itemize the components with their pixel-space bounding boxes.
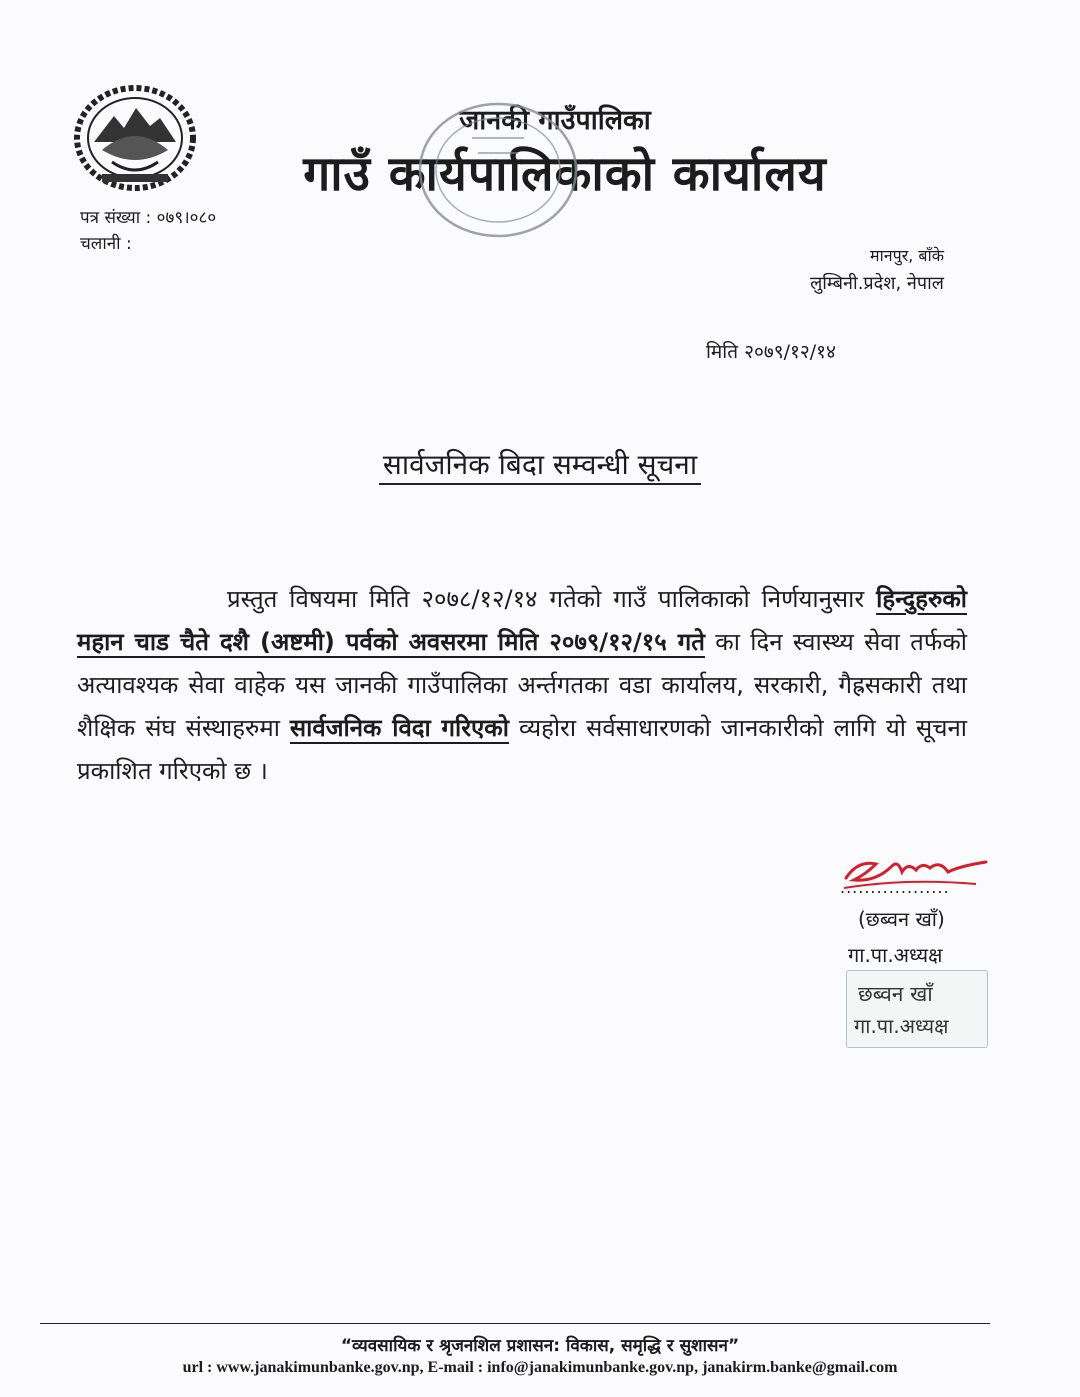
footer-motto: “व्यवसायिक र श्रृजनशिल प्रशासन: विकास, समृद्धि र सुशासन” <box>340 1336 740 1356</box>
letter-number: पत्र संख्या : ०७९।०८० <box>80 208 217 228</box>
body-text-1: प्रस्तुत विषयमा मिति २०७८/१२/१४ गतेको गाउँ पालिकाको निर्णयानुसार <box>227 585 877 613</box>
municipality-name: जानकी गाउँपालिका <box>459 105 651 136</box>
body-text-2: का दिन स्वास्थ्य सेवा तर्फको अत्यावश्यक सेवा वाहेक यस जानकी गाउँपालिका अर्न्तगतका वडा कार्यालय, सरकारी, गैह्रसकारी तथा शैक्षिक संघ संस्थाहरुमा <box>77 628 967 742</box>
office-name: गाउँ कार्यपालिकाको कार्यालय <box>303 146 827 202</box>
notice-body <box>77 578 967 793</box>
body-paragraph <box>77 578 967 793</box>
seal-post: गा.पा.अध्यक्ष <box>854 1014 949 1038</box>
subject-text: सार्वजनिक बिदा सम्वन्धी सूचना <box>379 448 701 485</box>
signature-dots: .................. <box>840 878 950 897</box>
seal-name: छब्वन खाँ <box>858 982 933 1006</box>
body-text-3: व्यहोरा सर्वसाधारणको जानकारीको लागि यो सूचना प्रकाशित गरिएको छ । <box>77 714 967 785</box>
signatory-post: गा.पा.अध्यक्ष <box>848 943 943 967</box>
letter-date: मिति २०७९/१२/१४ <box>706 341 836 363</box>
address-line-1: मानपुर, बाँके <box>870 246 944 265</box>
address-line-2: लुम्बिनी.प्रदेश, नेपाल <box>810 273 944 294</box>
chalani-number: चलानी : <box>80 234 132 254</box>
body-highlight-festival: हिन्दुहरुको महान चाड चैते दशै (अष्टमी) पर्वको अवसरमा मिति २०७९/१२/१५ गते <box>77 585 967 656</box>
footer-divider <box>40 1323 990 1324</box>
body-highlight-holiday: सार्वजनिक विदा गरिएको <box>289 714 509 742</box>
notice-subject <box>0 445 1080 483</box>
footer-contact: url : www.janakimunbanke.gov.np, E-mail : info@janakimunbanke.gov.np, janakirm.banke@gmail.com <box>182 1359 898 1376</box>
office-stamp-icon <box>408 98 588 248</box>
signatory-name: (छब्वन खाँ) <box>858 907 945 931</box>
